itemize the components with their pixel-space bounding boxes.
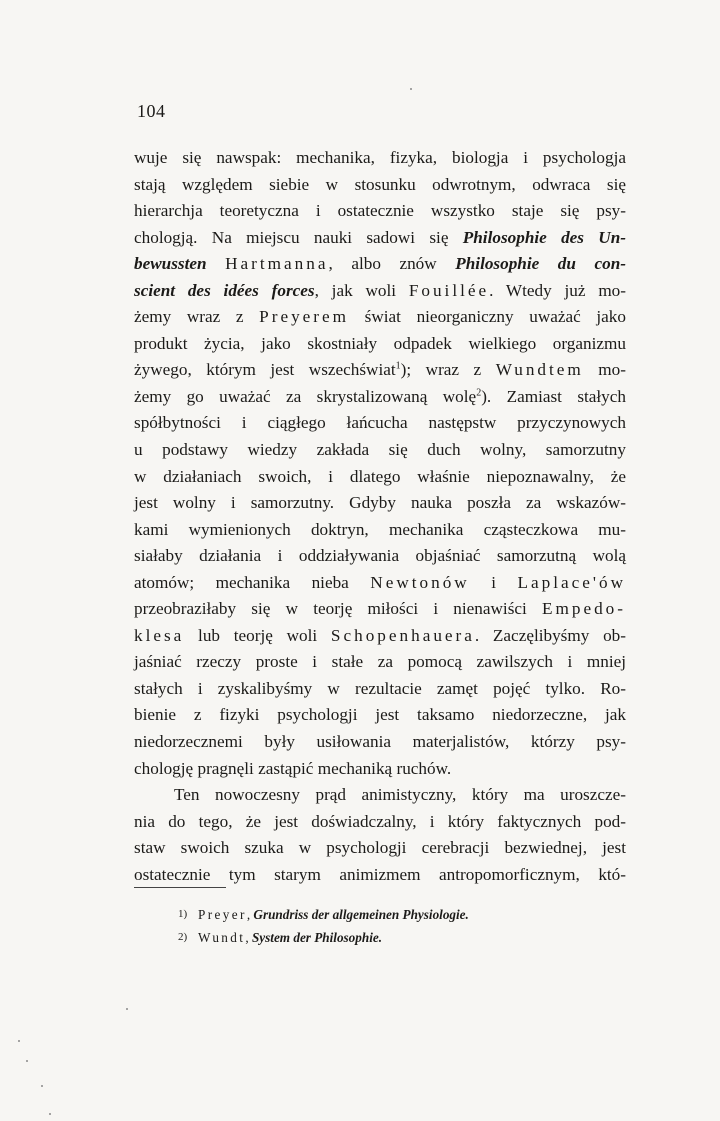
- text-line: [134, 251, 626, 278]
- text-run: świat nieorganiczny uważać jako: [349, 307, 626, 327]
- text-run: chologją. Na miejscu nauki sadowi się: [134, 227, 463, 247]
- scan-speck: [26, 1060, 28, 1062]
- footnote: [178, 903, 469, 926]
- footnote: [178, 926, 469, 949]
- text-line: [134, 623, 626, 650]
- text-line: Ten nowoczesny prąd animistyczny, który ma uroszcze-: [174, 785, 626, 805]
- footnote-author: Preyer: [198, 907, 247, 922]
- scan-speck: [41, 1085, 43, 1087]
- text-line: [134, 225, 626, 252]
- text-line: [134, 384, 626, 411]
- text-run: lub teorję woli: [184, 625, 331, 645]
- text-run: , albo znów: [328, 254, 456, 274]
- footnote-separator: ,: [245, 930, 252, 945]
- text-line: [134, 278, 626, 305]
- footnote-mark: 1): [178, 908, 188, 920]
- text-line: wuje się nawspak: mechanika, fizyka, biologja i psychologja: [134, 148, 626, 167]
- text-run: żemy wraz z: [134, 307, 260, 327]
- author-name: Preyerem: [259, 307, 350, 327]
- text-run: przeobraziłaby się w teorję miłości i nienawiści: [134, 599, 542, 619]
- author-name: Laplace'ów: [517, 572, 626, 592]
- text-line: hierarchja teoretyczna i ostatecznie wszystko staje się psy-: [134, 201, 626, 221]
- page-number: 104: [137, 101, 166, 121]
- text-line: w działaniach swoich, i dlatego właśnie niepoznawalny, że: [134, 466, 626, 486]
- footnote-title: Grundriss der allgemeinen Physiologie.: [253, 907, 469, 922]
- text-line: [134, 570, 626, 597]
- footnote-author: Wundt: [198, 930, 246, 945]
- text-line: chologję pragnęli zastąpić mechaniką ruchów.: [134, 758, 452, 778]
- author-name: Schopenhauera: [330, 625, 475, 645]
- title-italic: Philosophie du con-: [455, 254, 627, 274]
- title-italic: Philosophie des Un-: [462, 227, 626, 247]
- title-italic: bewussten: [134, 254, 207, 274]
- author-name: Hartmanna: [225, 254, 329, 274]
- text-line: jest wolny i samorzutny. Gdyby nauka poszła za wskazów-: [134, 493, 626, 513]
- text-run: mo-: [583, 360, 626, 380]
- text-line: stałych i zyskalibyśmy w rezultacie zamęt pojęć tylko. Ro-: [134, 678, 626, 698]
- text-line: staw swoich szuka w psychologji cerebracji bezwiednej, jest: [134, 838, 626, 858]
- text-line: spółbytności i ciągłego łańcucha następstw przyczynowych: [134, 413, 626, 433]
- scan-speck: [126, 1008, 128, 1010]
- text-line: stają względem siebie w stosunku odwrotnym, odwraca się: [134, 174, 626, 194]
- author-name: klesa: [134, 625, 185, 645]
- text-line: [134, 357, 626, 384]
- scan-speck: [410, 88, 412, 90]
- footnote-ref: 2: [476, 387, 482, 399]
- text-line: [134, 304, 626, 331]
- text-run: ). Zamiast stałych: [481, 386, 626, 406]
- author-name: Wundtem: [495, 360, 584, 380]
- footnote-ref: 1: [395, 360, 401, 372]
- footnote-title: System der Philosophie.: [251, 930, 383, 945]
- text-run: i: [469, 572, 518, 592]
- text-run: [207, 254, 226, 273]
- title-italic: scient des idées forces: [134, 280, 315, 300]
- text-line: [134, 596, 626, 623]
- text-line: jaśniać rzeczy proste i stałe za pomocą zawilszych i mniej: [134, 652, 626, 672]
- footnote-separator: ,: [246, 907, 254, 922]
- text-run: żemy go uważać za skrystalizowaną wolę: [134, 386, 477, 406]
- author-name: Fouillée: [408, 280, 490, 300]
- author-name: Empedo-: [541, 599, 626, 619]
- body-text: [134, 145, 626, 888]
- text-line: ostatecznie tym starym animizmem antropomorficznym, któ-: [134, 864, 626, 884]
- text-line: siałaby działania i oddziaływania objaśniać samorzutną wolą: [134, 546, 626, 566]
- text-line: kami wymienionych doktryn, mechanika cząsteczkowa mu-: [134, 519, 626, 539]
- text-run: ); wraz z: [400, 360, 496, 380]
- text-run: żywego, którym jest wszechświat: [134, 360, 396, 380]
- author-name: Newtonów: [370, 572, 470, 592]
- text-line: nia do tego, że jest doświadczalny, i który faktycznych pod-: [134, 811, 626, 831]
- text-run: atomów; mechanika nieba: [134, 572, 371, 592]
- text-run: , jak woli: [314, 280, 409, 300]
- text-run: . Wtedy już mo-: [489, 280, 626, 300]
- scan-speck: [18, 1040, 20, 1042]
- text-line: u podstawy wiedzy zakłada się duch wolny, samorzutny: [134, 440, 626, 460]
- footnote-divider: [134, 887, 226, 888]
- text-line: bienie z fizyki psychologji jest taksamo niedorzeczne, jak: [134, 705, 626, 725]
- scan-speck: [49, 1113, 51, 1115]
- text-line: niedorzecznemi były usiłowania materjalistów, którzy psy-: [134, 732, 626, 752]
- text-run: . Zaczęlibyśmy ob-: [474, 625, 626, 645]
- footnote-mark: 2): [178, 931, 188, 943]
- footnotes: [178, 903, 469, 949]
- text-line: produkt życia, jako skostniały odpadek wielkiego organizmu: [134, 333, 626, 353]
